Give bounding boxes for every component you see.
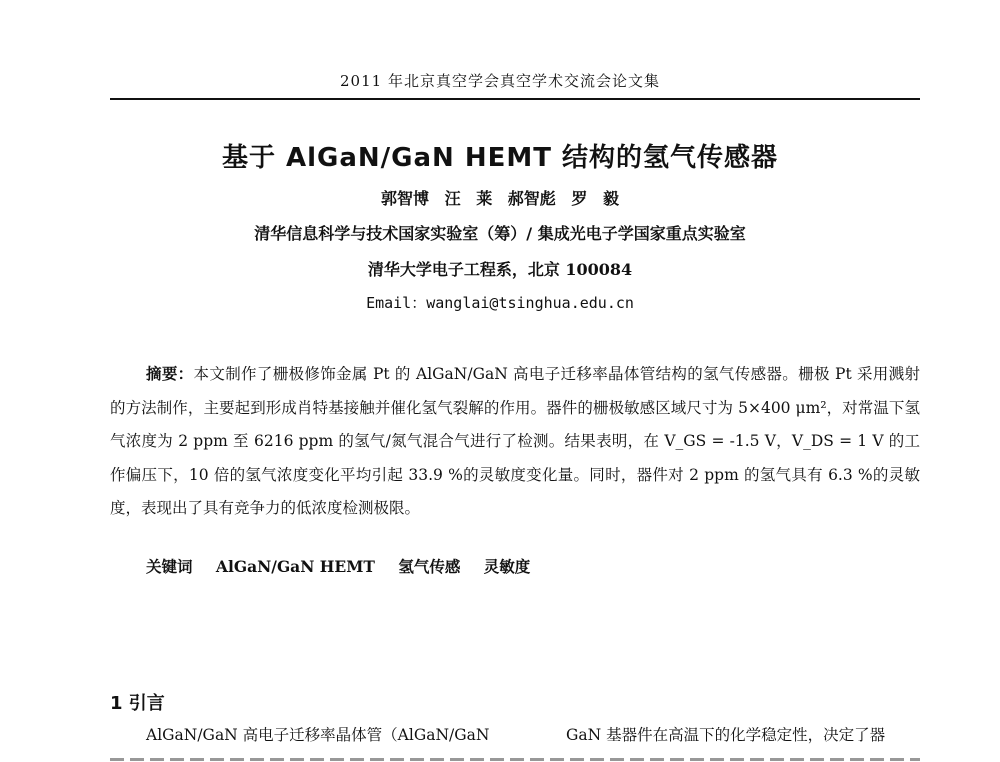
header-rule: [110, 98, 920, 100]
author-4: 罗 毅: [571, 189, 619, 208]
author-email: Email：wanglai@tsinghua.edu.cn: [366, 294, 634, 312]
affiliation-1: 清华信息科学与技术国家实验室（筹）/ 集成光电子学国家重点实验室: [254, 224, 746, 243]
running-head: 2011 年北京真空学会真空学术交流会论文集: [340, 72, 660, 90]
keywords-label: 关键词: [146, 557, 193, 576]
keyword-2: 氢气传感: [398, 557, 461, 576]
affiliation-2: 清华大学电子工程系，北京 100084: [367, 260, 633, 279]
keyword-3: 灵敏度: [483, 557, 531, 576]
paper-title: 基于 AlGaN/GaN HEMT 结构的氢气传感器: [221, 143, 779, 173]
keyword-1: AlGaN/GaN HEMT: [215, 557, 375, 576]
author-2: 汪 莱: [444, 189, 493, 208]
body-right-column: GaN 基器件在高温下的化学稳定性，决定了器: [566, 726, 886, 744]
abstract-text: 本文制作了栅极修饰金属 Pt 的 AlGaN/GaN 高电子迁移率晶体管结构的氢气传感器。栅极 Pt 采用溅射的方法制作，主要起到形成肖特基接触并催化氢气裂解的作用。器件的栅极敏感区域尺寸为 5×400 μm²，对常温下氢气浓度为 2 ppm 至 6216 ppm 的氢气/氮气混合气进行了检测。结果表明，在 V_GS = -1.5 V，V_DS = 1 V 的工作偏压下，10 倍的氢气浓度变化平均引起 33.9 %的灵敏度变化量。同时，器件对 2 ppm 的氢气具有 6.3 %的灵敏度，表现出了具有竞争力的低浓度检测极限。: [110, 365, 920, 517]
section-heading: 1 引言: [110, 693, 165, 714]
abstract-label: 摘要：: [146, 364, 194, 383]
truncated-text-line: [110, 752, 920, 762]
author-list: [0, 186, 1000, 209]
body-left-column: AlGaN/GaN 高电子迁移率晶体管（AlGaN/GaN: [146, 726, 490, 744]
author-3: 郝智彪: [507, 189, 556, 208]
keywords: [146, 555, 548, 577]
author-1: 郭智博: [381, 189, 430, 208]
abstract: [110, 357, 920, 526]
